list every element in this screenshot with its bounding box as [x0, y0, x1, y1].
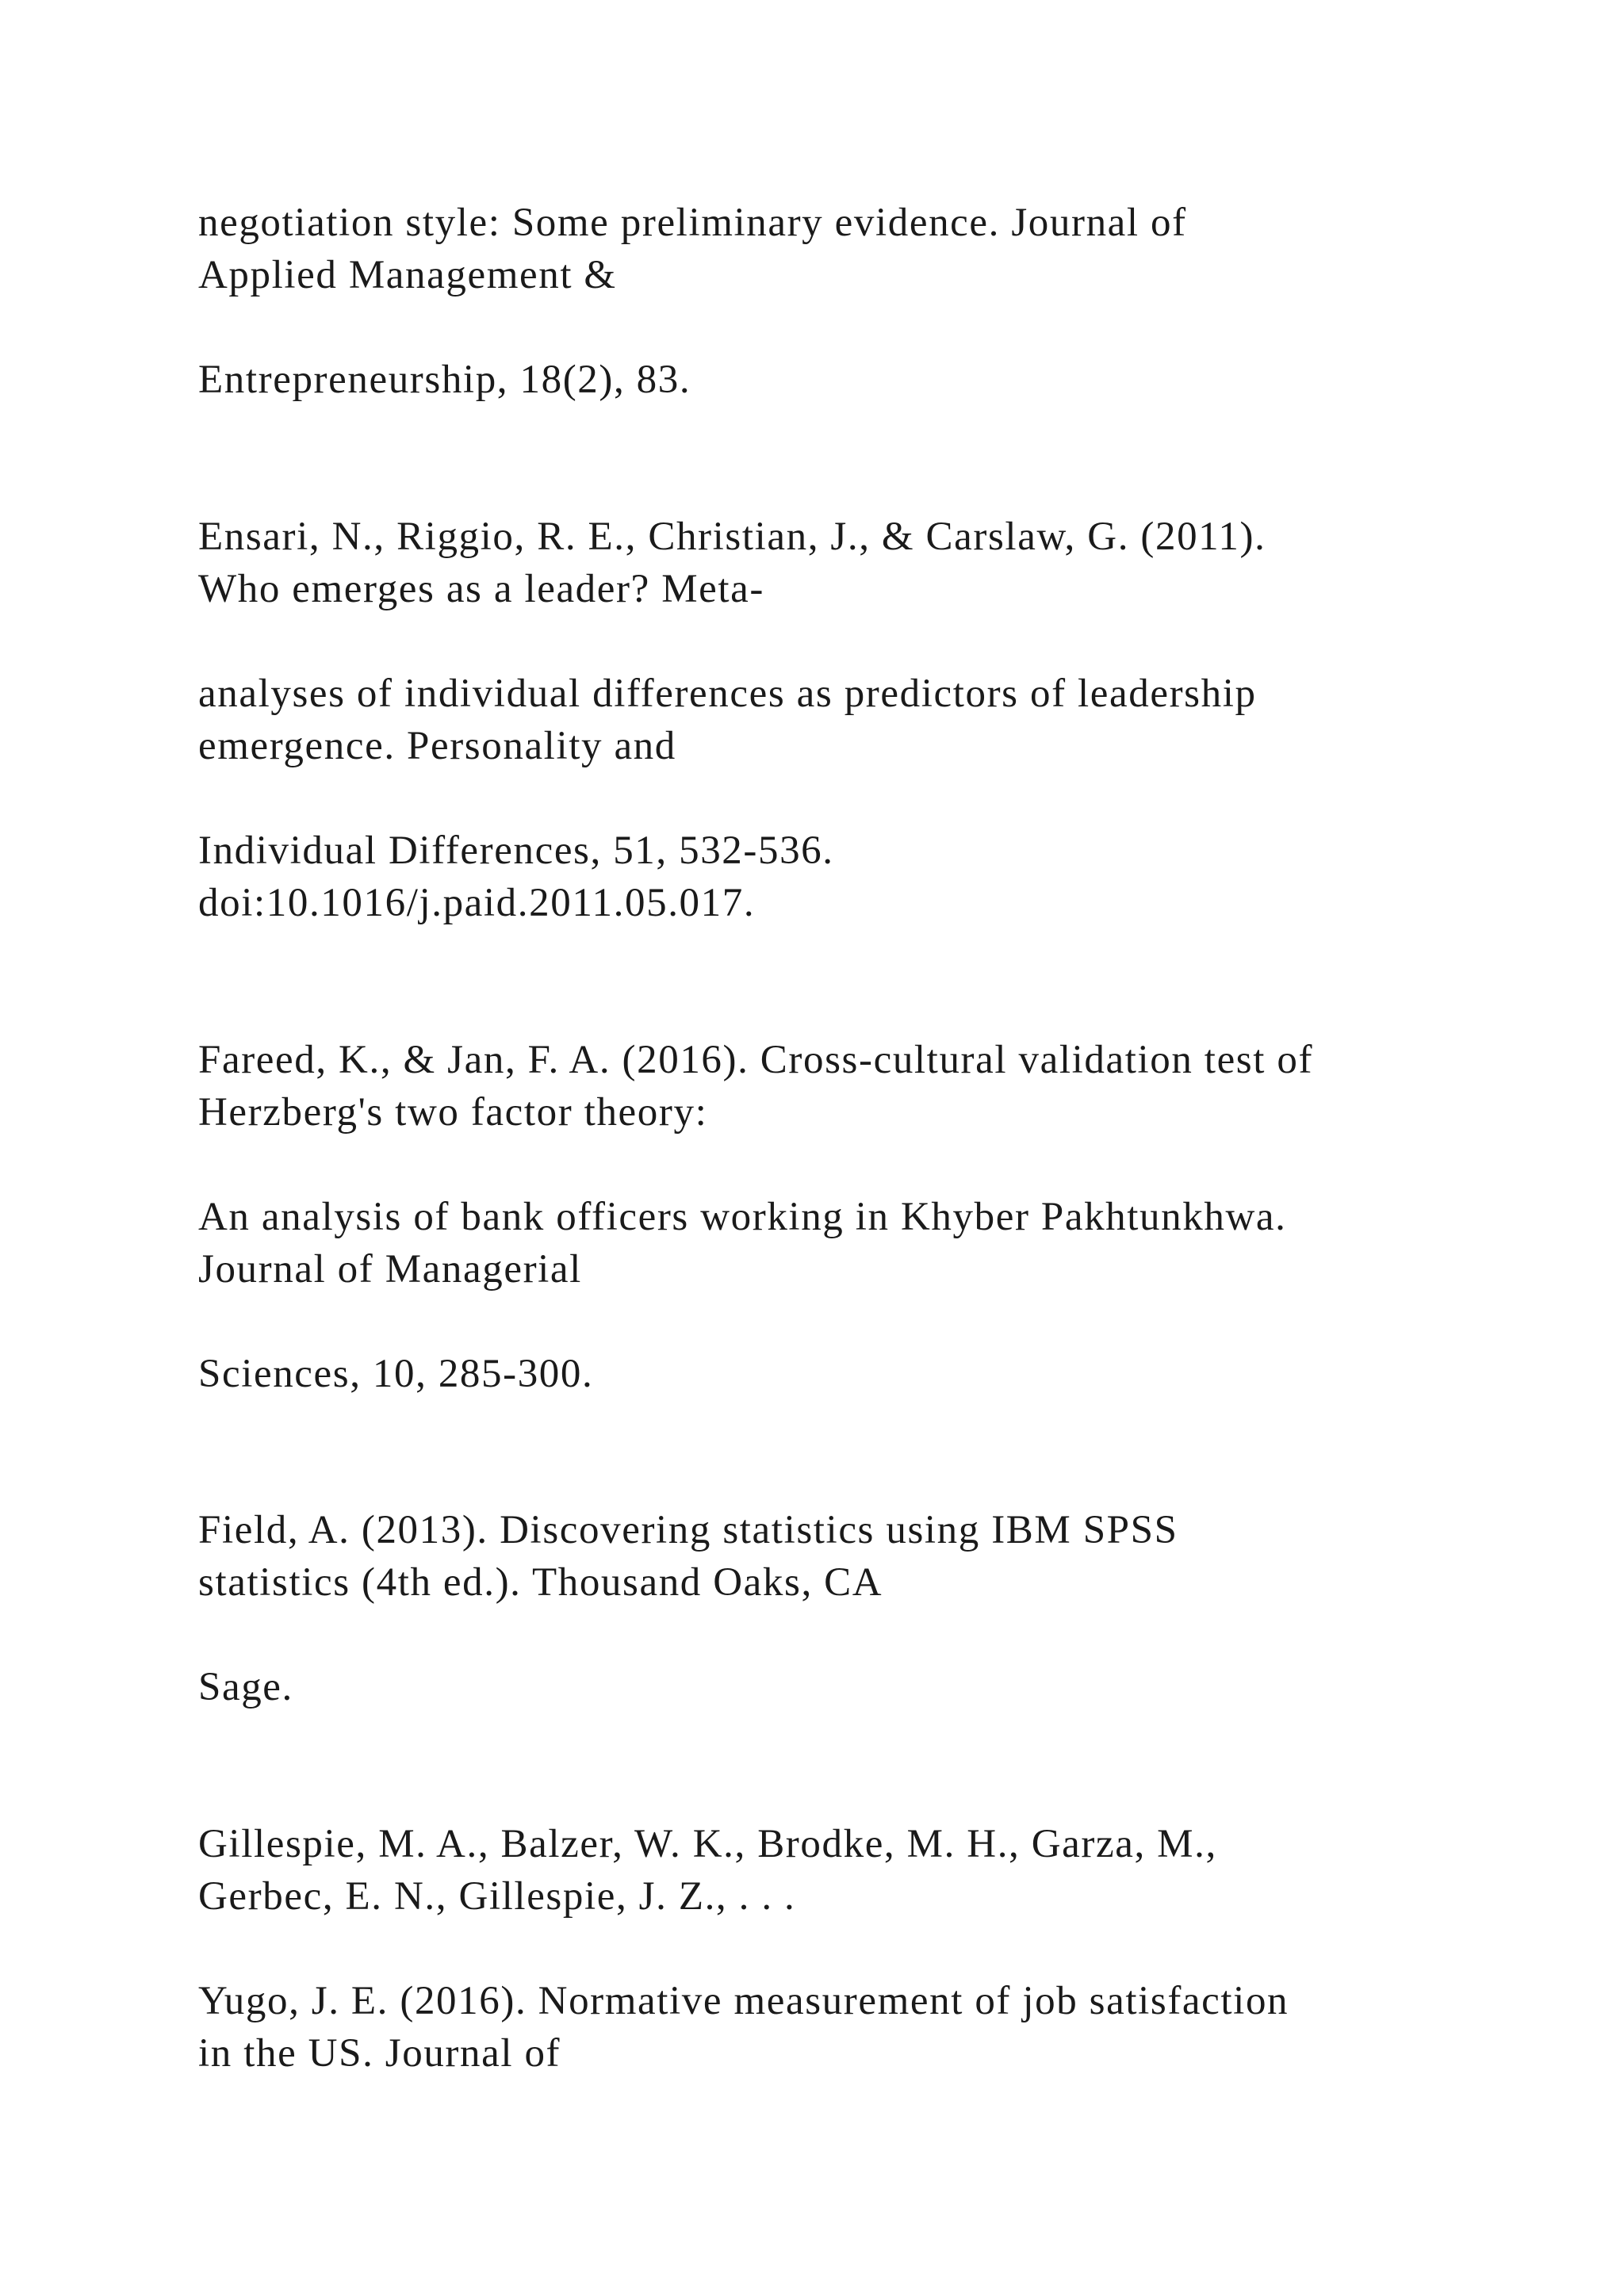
reference-line: statistics (4th ed.). Thousand Oaks, CA	[198, 1560, 883, 1605]
reference-line: An analysis of bank officers working in Khyber Pakhtunkhwa.	[198, 1195, 1287, 1239]
reference-line: Yugo, J. E. (2016). Normative measurement of job satisfaction	[198, 1979, 1289, 2023]
reference-line: Applied Management &	[198, 253, 617, 297]
reference-line: Sciences, 10, 285-300.	[198, 1352, 594, 1396]
reference-line: Fareed, K., & Jan, F. A. (2016). Cross-cultural validation test of	[198, 1038, 1314, 1082]
reference-line: negotiation style: Some preliminary evidence. Journal of	[198, 201, 1187, 245]
reference-line: Journal of Managerial	[198, 1247, 582, 1292]
reference-line: emergence. Personality and	[198, 724, 676, 768]
reference-line: Sage.	[198, 1665, 293, 1709]
reference-line: Who emerges as a leader? Meta-	[198, 567, 764, 611]
reference-line: Ensari, N., Riggio, R. E., Christian, J., & Carslaw, G. (2011).	[198, 515, 1266, 559]
reference-line: Herzberg's two factor theory:	[198, 1090, 708, 1135]
reference-line: doi:10.1016/j.paid.2011.05.017.	[198, 881, 756, 925]
reference-line: Entrepreneurship, 18(2), 83.	[198, 358, 691, 402]
reference-line: in the US. Journal of	[198, 2031, 561, 2076]
reference-line: Field, A. (2013). Discovering statistics using IBM SPSS	[198, 1508, 1178, 1552]
reference-line: Individual Differences, 51, 532-536.	[198, 828, 834, 873]
reference-line: Gillespie, M. A., Balzer, W. K., Brodke, M. H., Garza, M.,	[198, 1822, 1217, 1866]
reference-line: Gerbec, E. N., Gillespie, J. Z., . . .	[198, 1874, 796, 1919]
reference-line: analyses of individual differences as predictors of leadership	[198, 672, 1257, 716]
